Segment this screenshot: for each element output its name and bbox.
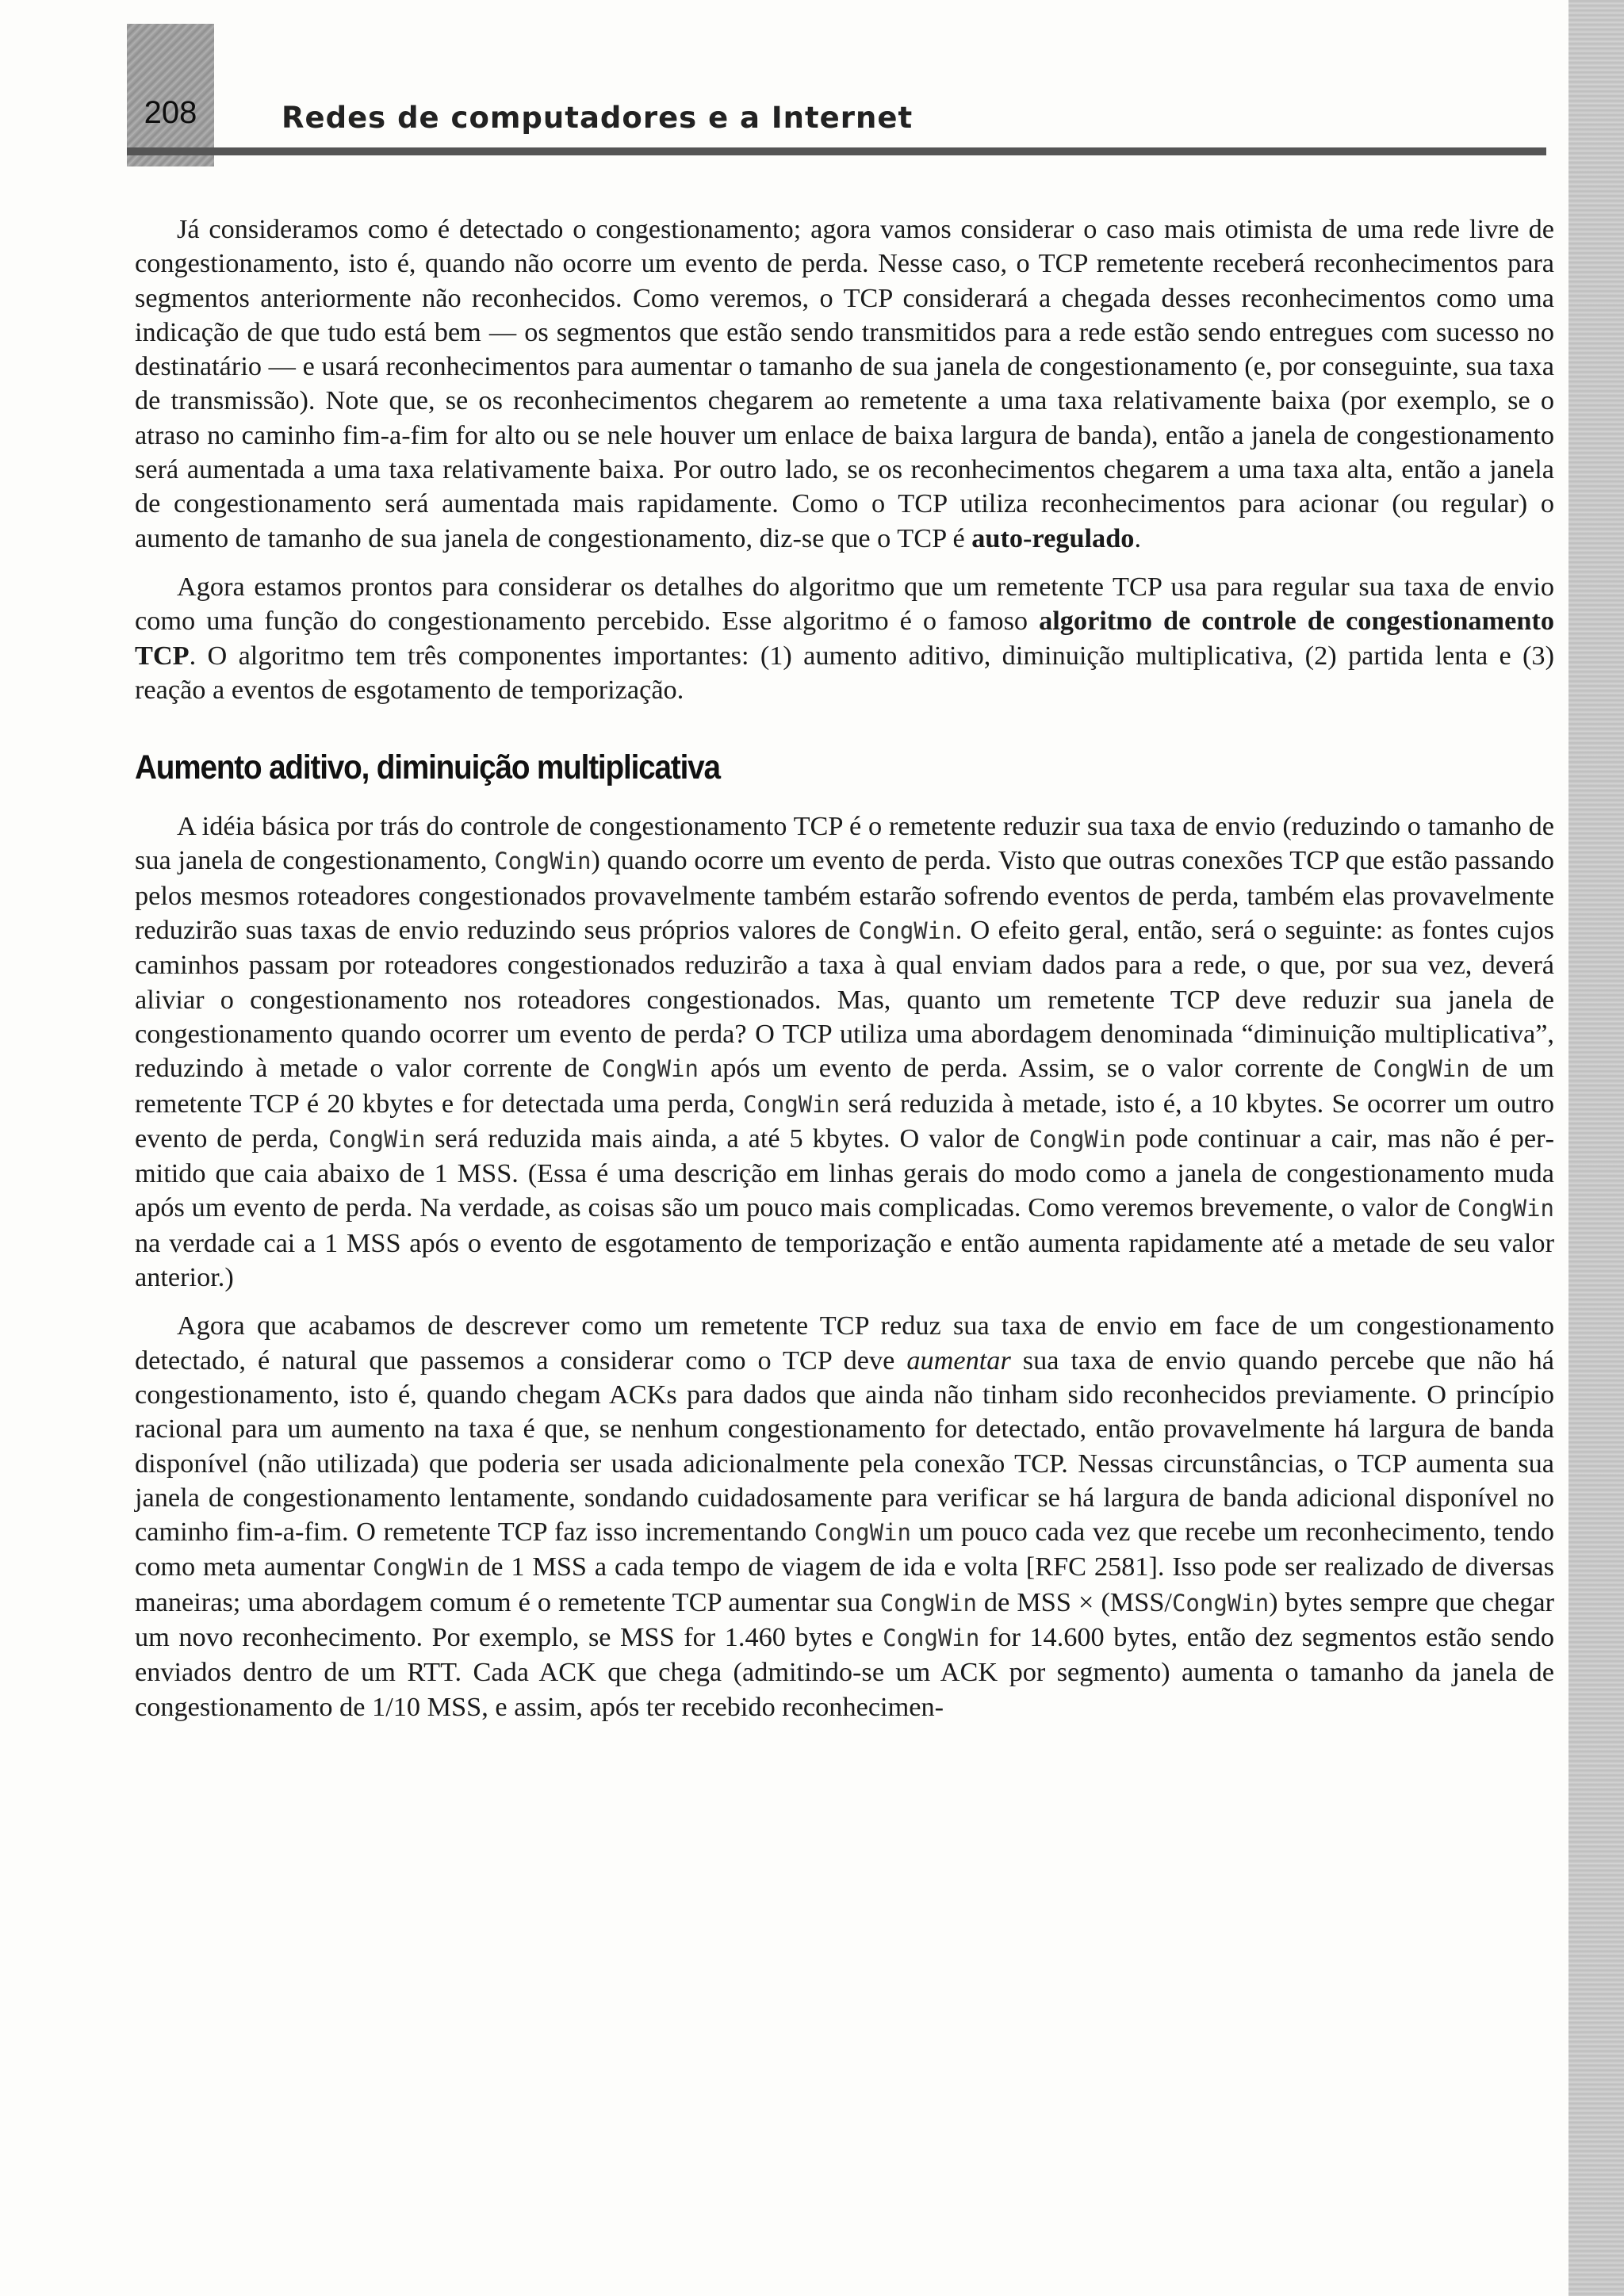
page-body	[135, 212, 1554, 1739]
paragraph-1: Já consideramos como é detectado o congestionamento; agora vamos considerar o caso mais otimista de uma rede livre de congestionamento, isto é, quando não ocorre um evento de perda. Nesse caso, o TCP remetente receberá reconhecimentos para segmentos anteriormente não reconhecidos. Como veremos, o TCP considerará a chegada desses reconhecimentos como uma indicação de que tudo está bem — os segmentos que estão sendo transmitidos para a rede estão sendo entregues com sucesso no destinatário — e usará reconhecimentos para aumentar o tamanho de sua janela de congestionamento (e, por conseguinte, sua taxa de transmissão). Note que, se os reconhecimentos chegarem ao remetente a uma taxa relativamente baixa (por exemplo, se o atraso no caminho fim-a-fim for alto ou se nele houver um enlace de baixa largura de banda), então a janela de congestionamento será aumentada a uma taxa relativamente baixa. Por outro lado, se os reconhecimentos chegarem a uma taxa alta, então a janela de congestionamento será aumentada mais rapidamente. Como o TCP utiliza reconhecimentos para acionar (ou regular) o aumento de tamanho de sua janela de congestionamento, diz-se que o TCP é auto-regulado.	[135, 214, 1554, 553]
page-edge-shadow	[1568, 0, 1624, 2296]
code-congwin: CongWin	[1373, 1055, 1470, 1083]
section-heading: Aumento aditivo, diminuição multiplicativa	[135, 748, 720, 787]
running-title: Redes de computadores e a Internet	[282, 101, 914, 135]
code-congwin: CongWin	[814, 1519, 911, 1547]
code-congwin: CongWin	[494, 848, 592, 875]
code-congwin: CongWin	[328, 1125, 426, 1153]
paragraph-3: A idéia básica por trás do controle de congestionamento TCP é o remetente reduzir sua taxa de envio (reduzindo o tamanho de sua janela de congestionamento, CongWin) quando ocorre um evento de perda. Visto que outras conexões TCP que estão passando pelos mesmos roteadores congestionados provavelmente também estarão sofrendo eventos de perda, também elas provavelmente reduzirão suas taxas de envio reduzindo seus próprios valores de CongWin. O efeito geral, então, será o seguinte: as fontes cujos caminhos passam por roteadores congestionados reduzirão a taxa à qual enviam dados para a rede, o que, por sua vez, deverá aliviar o congestionamento nos roteadores congestionados. Mas, quanto um remetente TCP deve reduzir sua janela de congestionamento quando ocorrer um evento de perda? O TCP utiliza uma abordagem denominada “diminuição multiplicativa”, reduzindo à metade o valor corrente de CongWin após um evento de perda. Assim, se o valor corrente de CongWin de um remetente TCP é 20 kbytes e for detectada uma perda, CongWin será reduzida à metade, isto é, a 10 kbytes. Se ocorrer um outro evento de perda, CongWin será reduzida mais ainda, a até 5 kbytes. O valor de CongWin pode continuar a cair, mas não é permitido que caia abaixo de 1 MSS. (Essa é uma descrição em linhas gerais do modo como a janela de congestionamento muda após um evento de perda. Na verdade, as coisas são um pouco mais complicadas. Como veremos brevemente, o valor de CongWin na verdade cai a 1 MSS após o evento de esgotamento de temporização e então aumenta rapidamente até a metade de seu valor anterior.)	[135, 811, 1554, 1293]
code-congwin: CongWin	[1028, 1125, 1126, 1153]
header-rule	[127, 147, 1546, 155]
code-congwin: CongWin	[1171, 1589, 1270, 1617]
code-congwin: CongWin	[373, 1554, 470, 1582]
code-congwin: CongWin	[742, 1090, 841, 1118]
paragraph-2: Agora estamos prontos para considerar os detalhes do algoritmo que um remetente TCP usa para regular sua taxa de envio como uma função do congestionamento percebido. Esse algoritmo é o famoso algoritmo de controle de congestionamento TCP. O algoritmo tem três componentes importantes: (1) aumento aditivo, diminuição multiplicativa, (2) partida lenta e (3) reação a eventos de esgotamento de temporização.	[135, 571, 1554, 705]
code-congwin: CongWin	[883, 1624, 980, 1651]
page-number: 208	[144, 95, 197, 130]
code-congwin: CongWin	[879, 1589, 977, 1617]
term-auto-regulado: auto-regulado	[971, 522, 1135, 553]
code-congwin: CongWin	[601, 1055, 699, 1083]
code-congwin: CongWin	[1457, 1195, 1554, 1223]
code-congwin: CongWin	[858, 917, 956, 945]
emphasis-aumentar: aumentar	[906, 1345, 1011, 1376]
term-algoritmo-controle: algoritmo de controle de congestionamento TCP	[135, 606, 1554, 671]
paragraph-4: Agora que acabamos de descrever como um remetente TCP reduz sua taxa de envio em face de um congestionamento detectado, é natural que passemos a considerar como o TCP deve aumentar sua taxa de envio quando percebe que não há congestionamento, isto é, quando chegam ACKs para dados que ainda não tinham sido reconhecidos previamente. O princípio racional para um aumento na taxa é que, se nenhum congestionamento for detectado, então provavelmente há largura de banda disponível (não utilizada) que poderia ser usada adicionalmente pela conexão TCP. Nessas circunstâncias, o TCP aumenta sua janela de congestionamento lentamente, sondando cuidadosamente para verificar se há largura de banda adicional disponível no caminho fim-a-fim. O remetente TCP faz isso incrementando CongWin um pouco cada vez que recebe um reconhecimento, tendo como meta aumentar CongWin de 1 MSS a cada tempo de viagem de ida e volta [RFC 2581]. Isso pode ser realizado de diversas maneiras; uma abordagem comum é o remetente TCP aumentar sua CongWin de MSS × (MSS/CongWin) bytes sempre que chegar um novo reconhecimento. Por exemplo, se MSS for 1.460 bytes e CongWin for 14.600 bytes, então dez segmentos estão sendo enviados dentro de um RTT. Cada ACK que chega (admitindo-se um ACK por segmento) aumenta o tamanho da janela de congestionamento de 1/10 MSS, e assim, após ter recebido reconhecimen-	[135, 1311, 1555, 1722]
